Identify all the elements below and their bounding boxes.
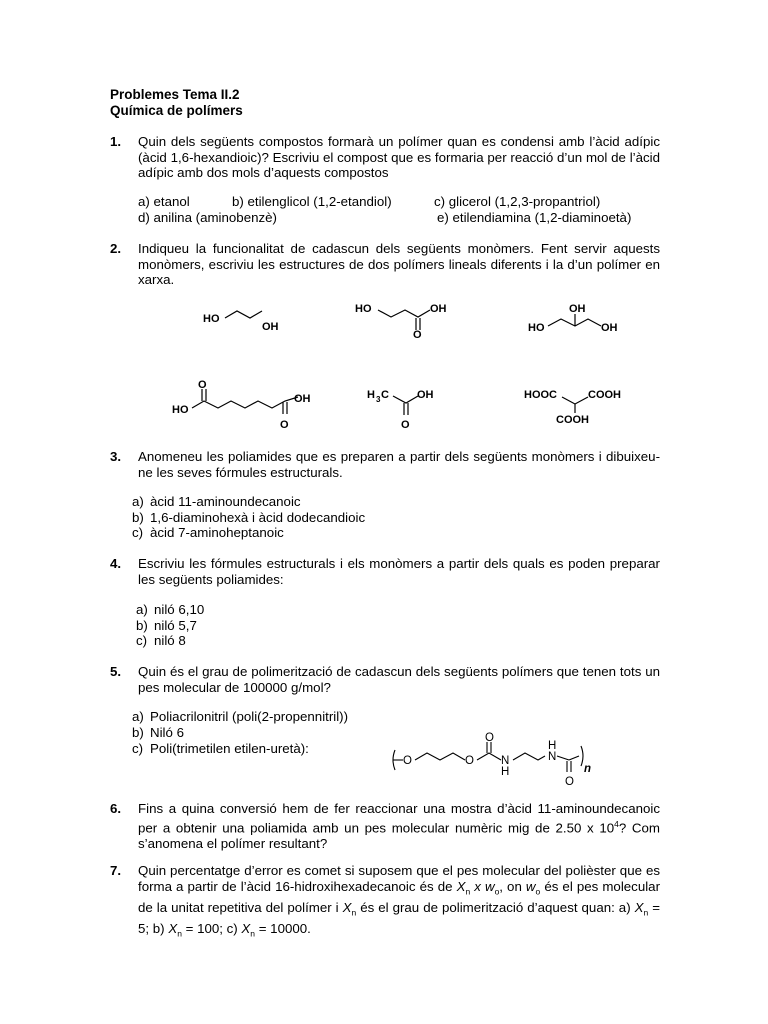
option-b: b) etilenglicol (1,2-etandiol): [232, 194, 392, 209]
label-cooh: COOH: [588, 389, 621, 401]
list-item: a) àcid 11-aminoundecanoic: [132, 494, 301, 509]
label-c: C: [381, 389, 389, 401]
label-hooc: HOOC: [524, 389, 557, 401]
list-item: c) Poli(trimetilen etilen-uretà):: [132, 741, 309, 756]
label-oh: OH: [417, 389, 434, 401]
question-text: Anomeneu les poliamides que es preparen a partir dels següents monòmers i dibuixeu-ne les seves fórmules estructurals.: [138, 449, 660, 480]
list-item: b) Niló 6: [132, 725, 184, 740]
label-ho: HO: [355, 303, 372, 315]
list-item: c) niló 8: [136, 633, 186, 648]
glycerol-structure: [548, 314, 601, 326]
adipic-acid-structure: [192, 389, 298, 414]
document-title: Problemes Tema II.2: [110, 87, 240, 102]
question-6: [110, 801, 660, 851]
label-oh: OH: [430, 303, 447, 315]
label-o: O: [465, 755, 474, 767]
question-text: Quin és el grau de polimerització de cadascun dels següents polímers que tenen tots un pes molecular de 100000 g/mol?: [138, 664, 660, 695]
polyurethane-structure: [385, 730, 605, 792]
question-number: 2.: [110, 241, 122, 256]
label-n: N: [548, 751, 557, 763]
document-subtitle: Química de polímers: [110, 103, 243, 118]
question-text: Indiqueu la funcionalitat de cadascun dels següents monòmers. Fent servir aquests monòmers, escriviu les estructures de dos polímers lineals diferents i la d’un polímer en xarxa.: [138, 241, 660, 288]
ethylene-glycol-structure: [225, 311, 262, 318]
question-number: 5.: [110, 664, 122, 679]
methanetricarboxylic-acid-structure: [562, 397, 588, 413]
option-e: e) etilendiamina (1,2-diaminoetà): [437, 210, 632, 225]
label-ho: HO: [203, 313, 220, 325]
repeat-index-n: n: [584, 763, 592, 775]
hydroxypropanoic-acid-structure: [378, 310, 430, 330]
list-item: c) àcid 7-aminoheptanoic: [132, 525, 284, 540]
label-ho: HO: [172, 404, 189, 416]
option-a: a) etanol: [138, 194, 190, 209]
option-d: d) anilina (aminobenzè): [138, 210, 277, 225]
label-h: H: [501, 766, 510, 778]
list-item: b) 1,6-diaminohexà i àcid dodecandioic: [132, 510, 366, 525]
label-oh: OH: [601, 322, 618, 334]
label-sub3: 3: [376, 395, 381, 404]
label-oh: OH: [569, 303, 586, 315]
label-o: O: [401, 419, 410, 431]
list-item: a) Poliacrilonitril (poli(2-propennitril)): [132, 709, 349, 724]
question-text: Escriviu les fórmules estructurals i els monòmers a partir dels quals es poden preparar les següents poliamides:: [138, 556, 660, 587]
question-number: 3.: [110, 449, 122, 464]
question-text: Quin dels següents compostos formarà un polímer quan es condensi amb l’àcid adípic (àcid 1,6-hexandioic)? Escriviu el compost que es formaria per reacció d’un mol de l’àcid adípic amb dos mols d’aquests compostos: [138, 134, 660, 181]
label-o: O: [413, 329, 422, 341]
question-5: [110, 664, 660, 695]
acetic-acid-structure: [393, 396, 418, 415]
label-o: O: [198, 379, 207, 391]
label-oh: OH: [294, 393, 311, 405]
label-o: O: [565, 776, 574, 788]
question-number: 7.: [110, 863, 122, 878]
label-oh: OH: [262, 321, 279, 333]
question-number: 4.: [110, 556, 122, 571]
question-number: 1.: [110, 134, 122, 149]
label-n: N: [501, 755, 510, 767]
question-number: 6.: [110, 801, 122, 816]
question-3: [110, 449, 660, 480]
label-h: H: [548, 740, 557, 752]
label-o: O: [280, 419, 289, 431]
monomer-structures: [0, 0, 768, 440]
question-text: Quin percentatge d’error es comet si suposem que el pes molecular del polièster que es forma a partir de l’àcid 16-hidroxihexadecanoic és de $X_n$ x $w_o$, on $w_o$ és el pes molecular de la unitat repetitiva del polímer i $X_n$ és el grau de polimerització d’aquest quan: a) $X_n = 5$; b) $X_n = 100$; c) $X_n = 10000$.: [138, 863, 660, 939]
option-c: c) glicerol (1,2,3-propantriol): [434, 194, 601, 209]
label-o: O: [403, 755, 412, 767]
label-h: H: [367, 389, 375, 401]
question-text: Fins a quina conversió hem de fer reaccionar una mostra d’àcid 11-aminoundecanoic per a obtenir una poliamida amb un pes molecular numèric mig de 2.50 x $10^4$? Com s’anomena el polímer resultant?: [138, 801, 661, 851]
list-item: a) niló 6,10: [136, 602, 205, 617]
question-7: [110, 863, 660, 942]
list-item: b) niló 5,7: [136, 618, 197, 633]
label-cooh: COOH: [556, 414, 589, 426]
label-ho: HO: [528, 322, 545, 334]
question-4: [110, 556, 660, 587]
label-o: O: [485, 732, 494, 744]
